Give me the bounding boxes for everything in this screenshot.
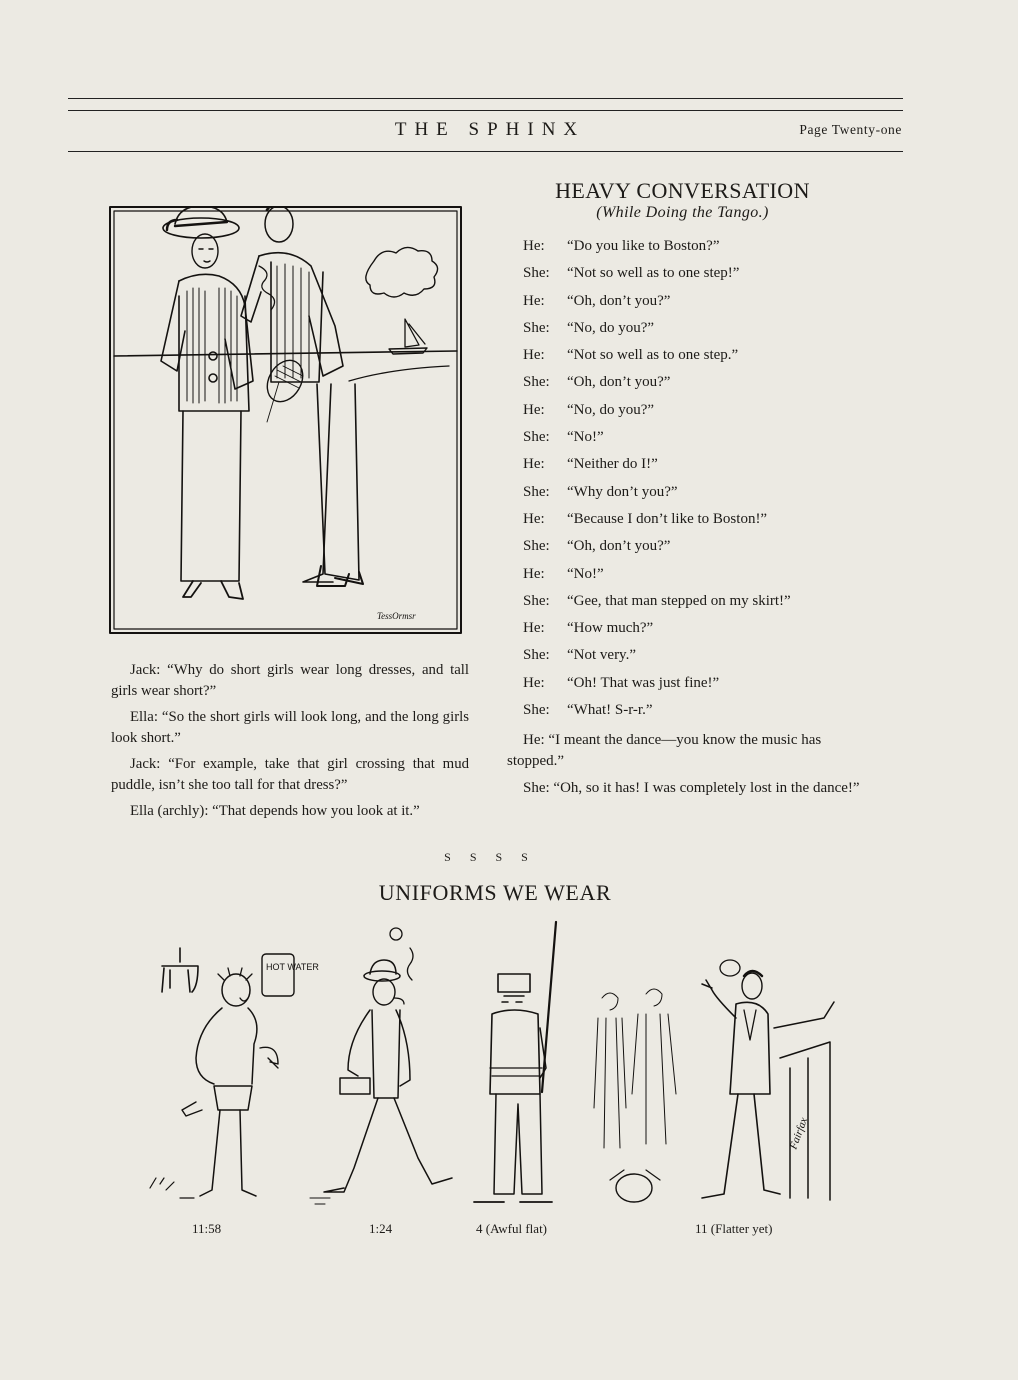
speaker-label: He: (523, 620, 545, 637)
speaker-label: He: (523, 674, 545, 691)
speaker-label: She: (523, 429, 550, 446)
speaker-label: He: (523, 347, 545, 364)
dialogue-line (507, 533, 872, 560)
speaker-label: She: (523, 702, 550, 719)
dialogue-line (507, 479, 872, 506)
dialogue-text: “No!” (567, 429, 604, 446)
dialogue-text: “I meant the dance—you know the music has stopped.” (507, 732, 822, 769)
speaker-label: He: (523, 456, 545, 473)
dialogue-line (507, 730, 872, 772)
dialogue-text: “Not so well as to one step.” (567, 347, 739, 364)
dialogue-line (507, 424, 872, 451)
dialogue-line (507, 451, 872, 478)
dialogue-line (507, 697, 872, 724)
speaker-label: She: (523, 780, 550, 796)
header-rule-bottom (68, 151, 903, 152)
speaker-label: She: (523, 647, 550, 664)
dialogue-text: “What! S-r-r.” (567, 702, 653, 719)
man-figure (241, 206, 363, 586)
dialogue-text: “Because I don’t like to Boston!” (567, 510, 768, 527)
dialogue-text: “No!” (567, 565, 604, 582)
speaker-label: He: (523, 565, 545, 582)
jokes-column (111, 660, 469, 827)
caption-2: 1:24 (369, 1221, 393, 1236)
dialogue-line (507, 561, 872, 588)
speaker-label: He: (523, 732, 545, 748)
speaker-label: She: (523, 592, 550, 609)
dialogue-text: “No, do you?” (567, 401, 655, 418)
dialogue-text: “Not so well as to one step!” (567, 265, 740, 282)
artist-signature: Fairfax (787, 1115, 811, 1152)
dialogue-line (507, 670, 872, 697)
speaker-label: She: (523, 319, 550, 336)
dialogue-text: “Oh! That was just fine!” (567, 674, 720, 691)
dialogue-text: “Oh, so it has! I was completely lost in the dance!” (553, 780, 860, 796)
caption-4: 11 (Flatter yet) (695, 1221, 773, 1236)
joke-line: Ella (archly): “That depends how you look at it.” (130, 803, 420, 819)
dialogue-text: “Neither do I!” (567, 456, 658, 473)
speaker-label: He: (523, 401, 545, 418)
section-divider: S S S S (444, 850, 536, 864)
dialogue-line (507, 315, 872, 342)
speaker-label: He: (523, 510, 545, 527)
dialogue-text: “Oh, don’t you?” (567, 538, 671, 555)
dialogue-text: “Gee, that man stepped on my skirt!” (567, 592, 791, 609)
dialogue-text: “Do you like to Boston?” (567, 238, 720, 254)
dinner-party-figures (594, 960, 834, 1202)
speaker-label: She: (523, 538, 550, 555)
page-number: Page Twenty-one (799, 122, 902, 137)
woman-figure (161, 206, 253, 599)
dialogue-line (507, 342, 872, 369)
illustration-signature: TessOrmsr (377, 611, 416, 621)
caption-3: 4 (Awful flat) (476, 1221, 548, 1236)
speaker-label: She: (523, 483, 550, 500)
speaker-label: She: (523, 374, 550, 391)
conversation-lines (507, 233, 872, 724)
header-rule-top (68, 98, 903, 99)
dialogue-text: “Not very.” (567, 647, 636, 664)
speaker-label: He: (523, 292, 545, 309)
soldier-figure (474, 922, 556, 1202)
uniforms-title: UNIFORMS WE WEAR (378, 880, 612, 905)
caption-1: 11:58 (192, 1221, 222, 1236)
uniforms-illustration (140, 918, 840, 1218)
dialogue-line (507, 397, 872, 424)
joke-line: Ella: “So the short girls will look long, and the long girls look short.” (111, 709, 469, 746)
dialogue-line (507, 588, 872, 615)
dialogue-text: “Oh, don’t you?” (567, 374, 671, 391)
conversation-title: HEAVY CONVERSATION (555, 178, 810, 203)
dialogue-line (507, 506, 872, 533)
hot-water-bubble: HOT WATER (266, 962, 319, 972)
walking-man-figure (310, 928, 452, 1204)
joke-line: Jack: “Why do short girls wear long dresses, and tall girls wear short?” (111, 662, 469, 699)
dialogue-line (507, 778, 872, 799)
dialogue-line (507, 369, 872, 396)
couple-illustration (109, 206, 462, 634)
dialogue-text: “How much?” (567, 620, 654, 637)
dialogue-line (507, 233, 872, 260)
speaker-label: He: (523, 238, 545, 254)
dialogue-text: “No, do you?” (567, 319, 655, 336)
joke-line: Jack: “For example, take that girl crossing that mud puddle, isn’t she too tall for that dress?” (111, 756, 469, 793)
dialogue-line (507, 288, 872, 315)
speaker-label: She: (523, 265, 550, 282)
dialogue-line (507, 642, 872, 669)
dialogue-text: “Why don’t you?” (567, 483, 678, 500)
dialogue-line (507, 615, 872, 642)
conversation-subtitle: (While Doing the Tango.) (596, 204, 769, 221)
bather-figure (150, 948, 319, 1198)
header-rule-middle (68, 110, 903, 111)
masthead-title: THE SPHINX (394, 119, 586, 140)
dialogue-line (507, 260, 872, 287)
dialogue-text: “Oh, don’t you?” (567, 292, 671, 309)
